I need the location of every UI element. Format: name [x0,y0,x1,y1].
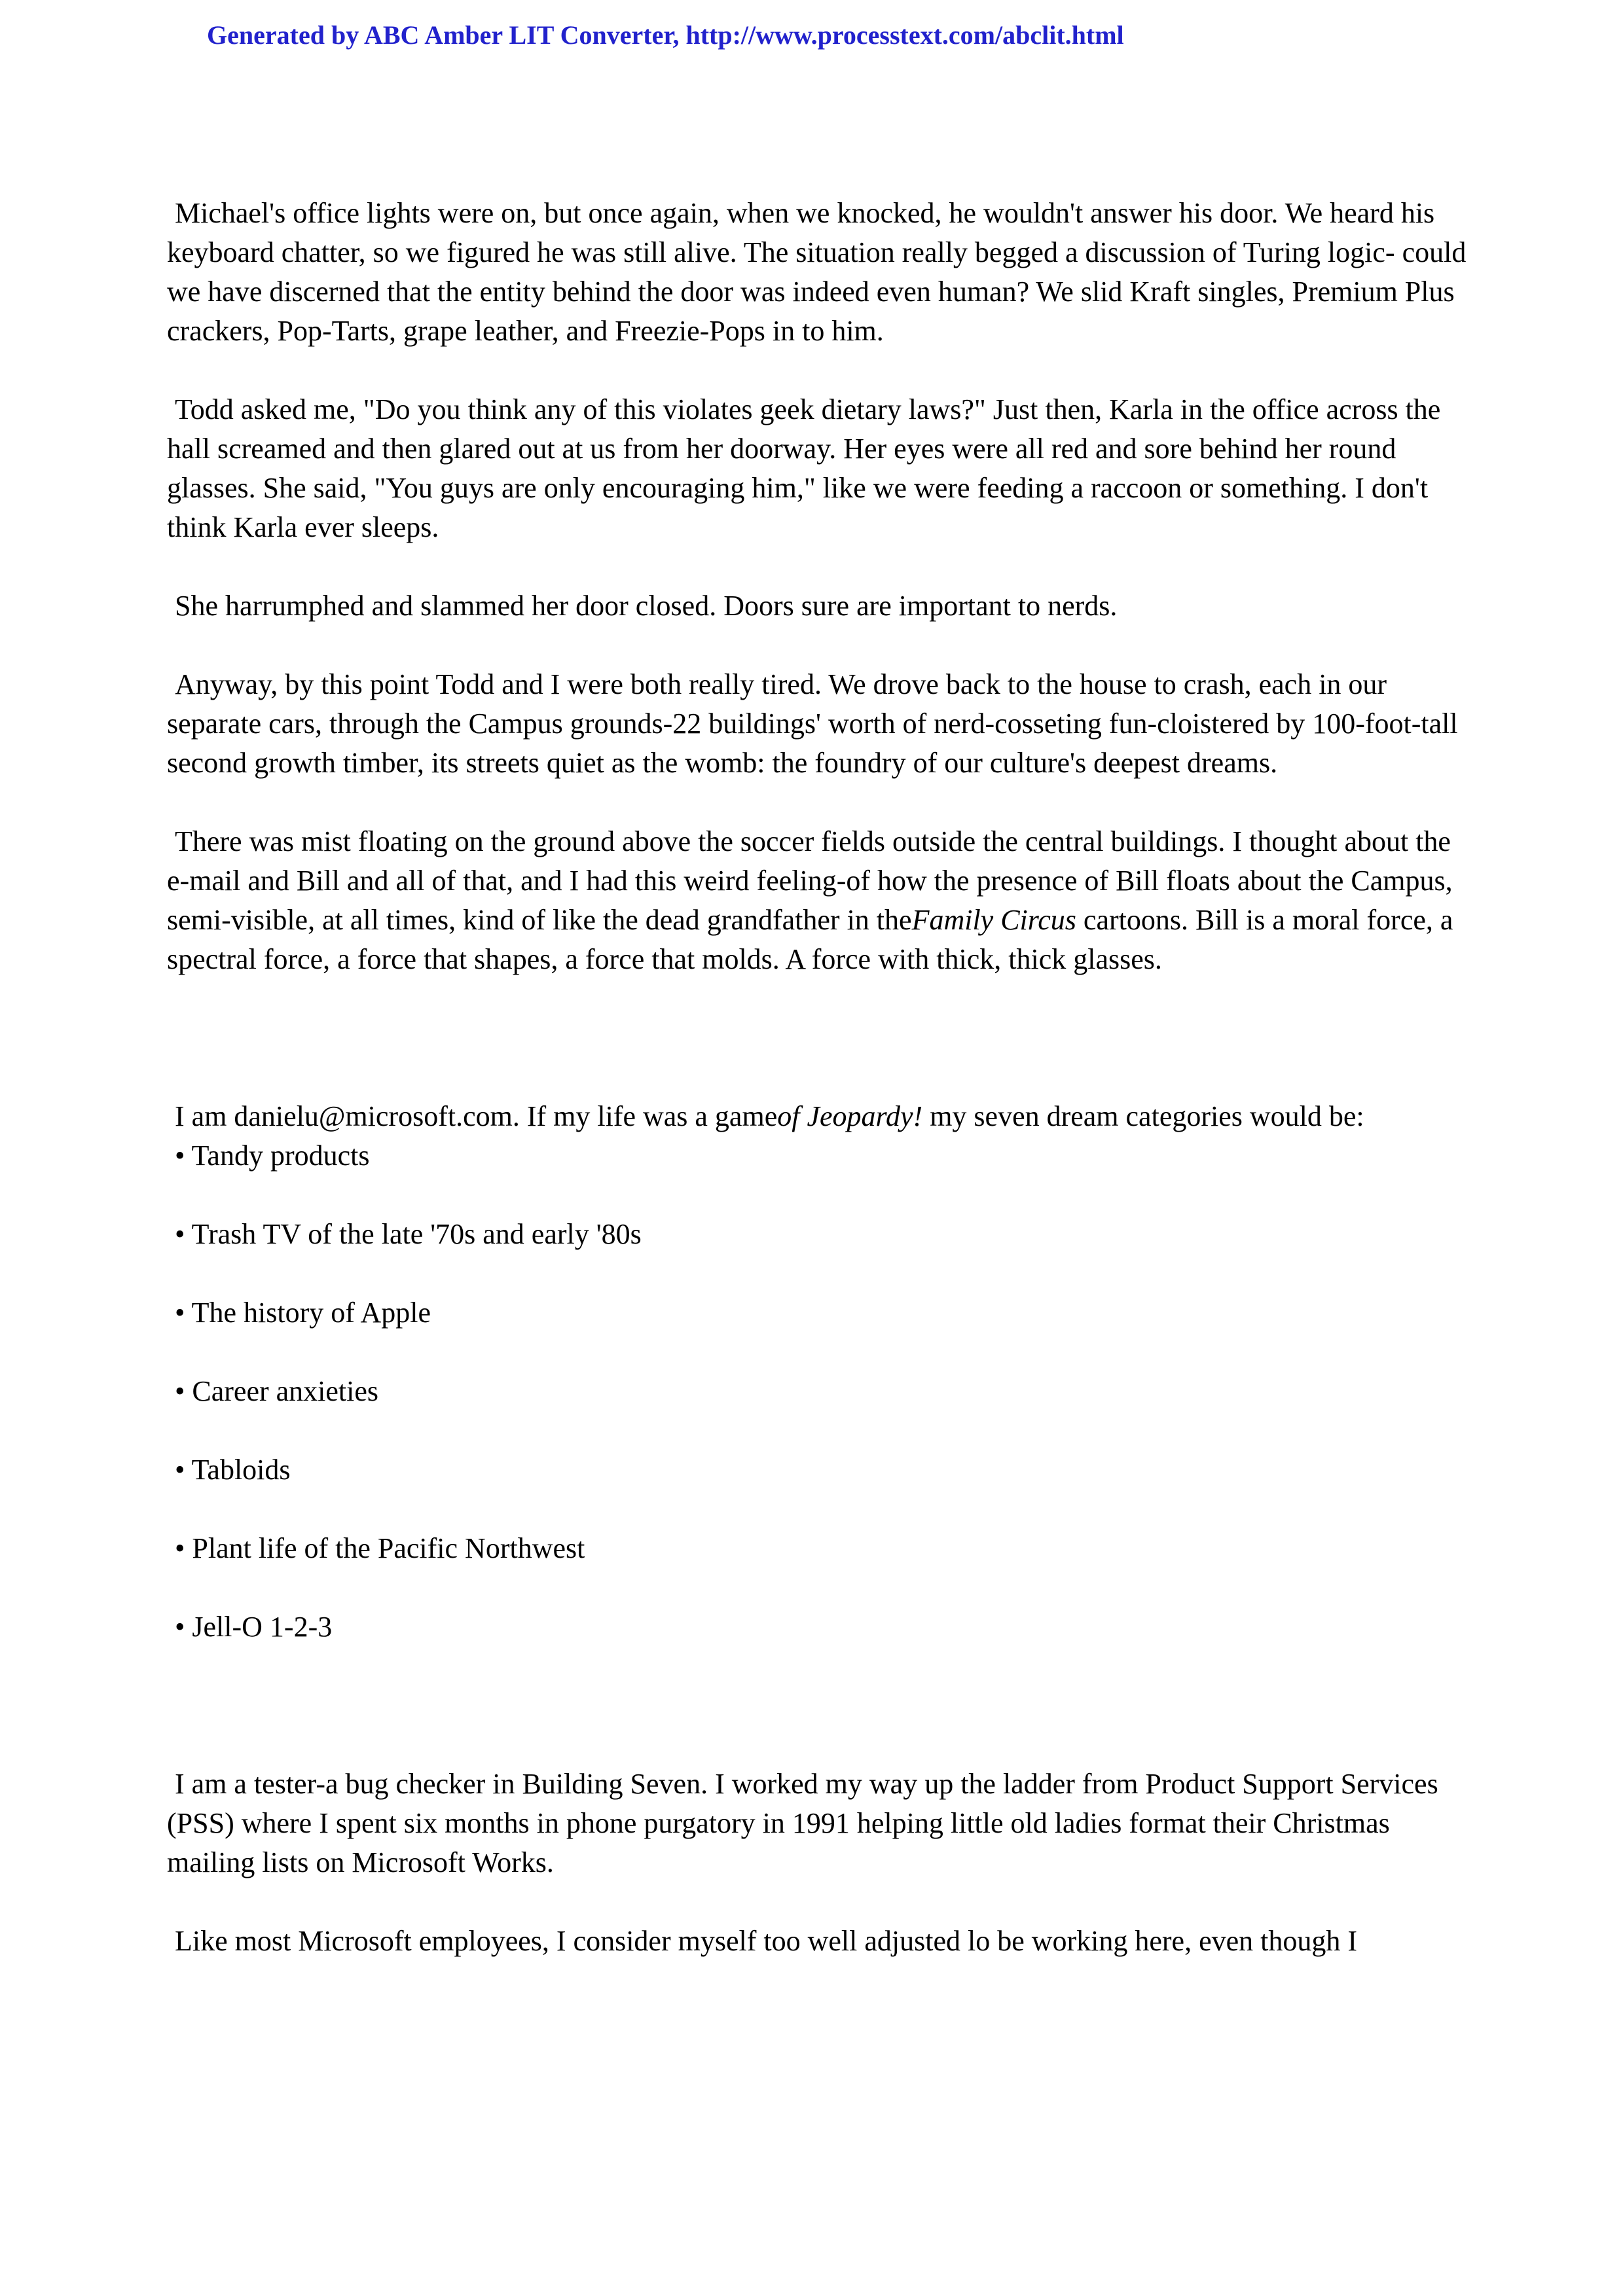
list-item: • Trash TV of the late '70s and early '80s [175,1218,642,1250]
converter-header: Generated by ABC Amber LIT Converter, http://www.processtext.com/abclit.html [207,20,1124,50]
paragraph-5-text-end: cartoons. Bill is a moral force, a spectral force, a force that shapes, a force that molds. A force with thick, thick glasses. [167,904,1453,975]
paragraph-5 [167,822,1476,979]
intro-italic: of Jeopardy! [777,1100,923,1132]
list-item: • Tabloids [175,1454,291,1486]
paragraph-3: She harrumphed and slammed her door closed. Doors sure are important to nerds. [175,590,1118,622]
document-body [167,194,1476,1961]
paragraph-7: Like most Microsoft employees, I consider myself too well adjusted lo be working here, even though I [175,1925,1358,1957]
categories-list [167,1136,1476,1647]
paragraph-6: I am a tester-a bug checker in Building Seven. I worked my way up the ladder from Product Support Services (PSS) where I spent six months in phone purgatory in 1991 helping little old ladies format their Christmas mailing lists on Microsoft Works. [167,1768,1438,1878]
list-item: • Jell-O 1-2-3 [175,1611,333,1643]
list-item: • Career anxieties [175,1375,379,1407]
paragraph-4: Anyway, by this point Todd and I were both really tired. We drove back to the house to crash, each in our separate cars, through the Campus grounds-22 buildings' worth of nerd-cosseting fun-cloistered by 100-foot-tall second growth timber, its streets quiet as the womb: the foundry of our culture's deepest dreams. [167,668,1458,779]
intro-text: I am danielu@microsoft.com. If my life was a game [175,1100,778,1132]
paragraph-1: Michael's office lights were on, but once again, when we knocked, he wouldn't answer his door. We heard his keyboard chatter, so we figured he was still alive. The situation really begged a discussion of Turing logic- could we have discerned that the entity behind the door was indeed even human? We slid Kraft singles, Premium Plus crackers, Pop-Tarts, grape leather, and Freezie-Pops in to him. [167,197,1467,347]
paragraph-5-italic: Family Circus [911,904,1076,936]
list-item: • Tandy products [175,1139,370,1172]
paragraph-2: Todd asked me, "Do you think any of this violates geek dietary laws?" Just then, Karla in the office across the hall screamed and then glared out at us from her doorway. Her eyes were all red and sore behind her round glasses. She said, "You guys are only encouraging him," like we were feeding a raccoon or something. I don't think Karla ever sleeps. [167,393,1441,543]
list-item: • Plant life of the Pacific Northwest [175,1532,585,1564]
intro-line [167,1097,1476,1136]
intro-text-end: my seven dream categories would be: [922,1100,1364,1132]
paragraph-5-text: There was mist floating on the ground above the soccer fields outside the central buildings. I thought about the e-mail and Bill and all of that, and I had this weird feeling-of how the presence of Bill floats about the Campus, semi-visible, at all times, kind of like the dead grandfather in the [167,825,1453,936]
list-item: • The history of Apple [175,1297,431,1329]
